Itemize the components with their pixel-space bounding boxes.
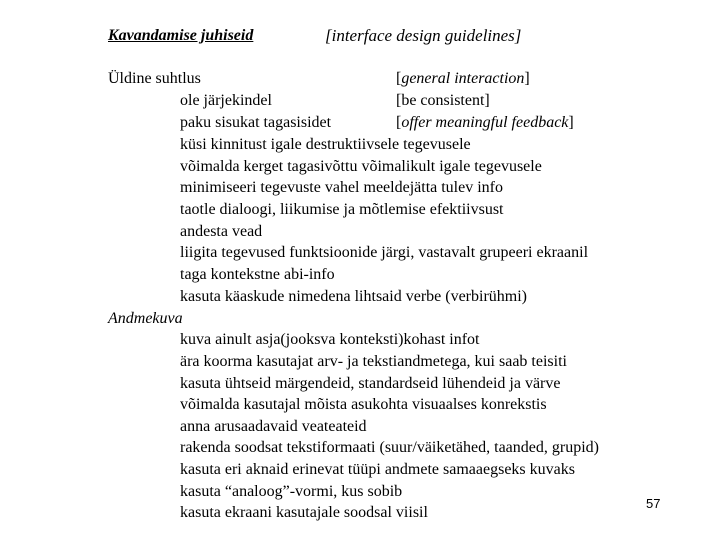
list-item-translation-text: offer meaningful feedback [401,114,569,131]
list-item: rakenda soodsat tekstiformaati (suur/väiketähed, taanded, grupid) [180,439,599,456]
list-item: võimalda kerget tagasivõttu võimalikult igale tegevusele [180,158,542,175]
bracket-close: ] [568,114,574,131]
section-heading-translation-text: general interaction [401,70,525,87]
section-heading-translation: [general interaction] [396,70,530,87]
list-item: kasuta ühtseid märgendeid, standardseid lühendeid ja värve [180,375,561,392]
list-item: liigita tegevused funktsioonide järgi, vastavalt grupeeri ekraanil [180,244,589,261]
list-item: kasuta eri aknaid erinevat tüüpi andmete samaaegseks kuvaks [180,461,575,478]
list-item: ära koorma kasutajat arv- ja tekstiandmetega, kui saab teisiti [180,353,567,370]
list-item: andesta vead [180,223,263,240]
list-item: taotle dialoogi, liikumise ja mõtlemise efektiivsust [180,201,504,218]
page-number: 57 [646,496,661,511]
list-item: ole järjekindel [180,92,272,109]
list-item: kasuta ekraani kasutajale soodsal viisil [180,504,428,521]
list-item: kuva ainult asja(jooksva konteksti)kohast infot [180,331,480,348]
slide-title-translation: [interface design guidelines] [325,26,522,45]
list-item: anna arusaadavaid veateateid [180,418,367,435]
section-heading-data-display: Andmekuva [108,310,183,327]
list-item: minimiseeri tegevuste vahel meeldejätta tulev info [180,179,503,196]
list-item-translation: [be consistent] [396,92,490,109]
bracket-open: [ [396,114,402,131]
list-item: võimalda kasutajal mõista asukohta visuaalses konrekstis [180,396,547,413]
list-item: küsi kinnitust igale destruktiivsele tegevusele [180,136,471,153]
slide-title: Kavandamise juhiseid [108,27,254,44]
list-item: paku sisukat tagasisidet [180,114,332,131]
list-item-translation [396,115,574,131]
section-heading-general-interaction: Üldine suhtlus [108,70,201,87]
list-item: taga kontekstne abi-info [180,266,335,283]
list-item: kasuta “analoog”-vormi, kus sobib [180,483,403,500]
list-item: kasuta käaskude nimedena lihtsaid verbe (verbirühmi) [180,288,527,305]
